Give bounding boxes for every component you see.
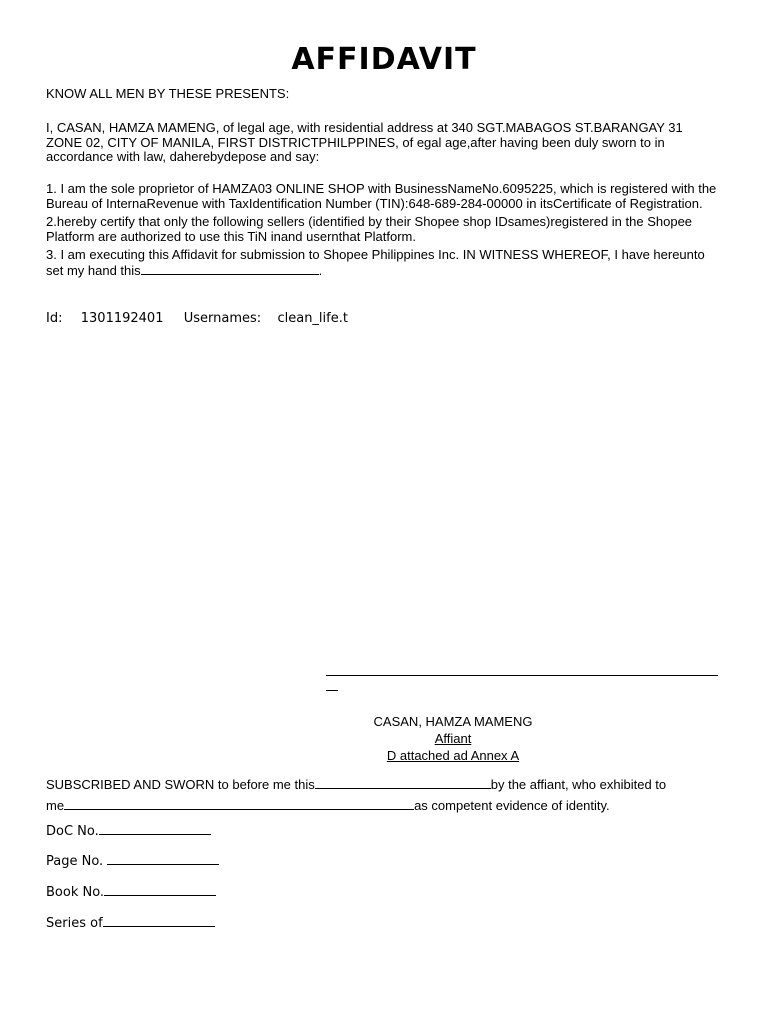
paragraph-line: Bureau of InternaRevenue with TaxIdentification Number (TIN):648-689-284-00000 in itsCertificate of Registration. <box>46 195 703 211</box>
affiant-name: CASAN, HAMZA MAMENG <box>373 714 533 729</box>
id-label: Id: <box>46 311 63 326</box>
signature-line-tail <box>326 690 338 691</box>
series-of-label: Series of <box>46 916 103 931</box>
paragraph-line: Platform are authorized to use this TiN inand usernthat Platform. <box>46 228 416 244</box>
sworn-text: SUBSCRIBED AND SWORN to before me this <box>46 777 315 792</box>
id-value: 1301192401 <box>80 311 164 326</box>
book-no-blank <box>104 883 216 896</box>
document-title: AFFIDAVIT <box>291 42 477 77</box>
doc-no-field <box>46 822 726 840</box>
book-no-label: Book No. <box>46 885 105 900</box>
identity-evidence-blank <box>64 798 414 810</box>
sworn-text: as competent evidence of identity. <box>414 798 610 813</box>
statement-3 <box>46 248 726 278</box>
book-no-field <box>46 883 726 901</box>
series-of-field <box>46 914 726 932</box>
usernames-label: Usernames: <box>183 311 262 326</box>
paragraph-text: set my hand this <box>46 262 141 278</box>
intro-text: KNOW ALL MEN BY THESE PRESENTS: <box>46 86 290 101</box>
paragraph-line: 3. I am executing this Affidavit for submission to Shopee Philippines Inc. IN WITNESS WHEREOF, I have hereunto <box>46 247 705 262</box>
statement-2 <box>46 215 726 244</box>
sworn-text: me <box>46 798 65 813</box>
date-blank-line <box>141 263 319 275</box>
usernames-value: clean_life.t <box>277 311 348 326</box>
statement-1 <box>46 182 726 211</box>
paragraph-declarant <box>46 121 726 165</box>
paragraph-line <box>46 263 726 279</box>
paragraph-line: I, CASAN, HAMZA MAMENG, of legal age, with residential address at 340 SGT.MABAGOS ST.BARANGAY 31 <box>46 120 683 135</box>
doc-no-label: DoC No. <box>46 824 99 839</box>
signature-line <box>326 675 718 676</box>
sworn-statement-line-2 <box>46 798 746 814</box>
sworn-text: by the affiant, who exhibited to <box>490 777 667 792</box>
paragraph-line: 1. I am the sole proprietor of HAMZA03 ONLINE SHOP with BusinessNameNo.6095225, which is registered with the <box>46 181 717 196</box>
affiant-label: Affiant <box>434 731 472 746</box>
page-no-blank <box>107 852 219 865</box>
paragraph-line: 2.hereby certify that only the following sellers (identified by their Shopee shop IDsames)registered in the Shopee <box>46 214 693 229</box>
sworn-statement-line-1 <box>46 777 746 793</box>
doc-no-blank <box>99 822 211 835</box>
sworn-date-blank <box>315 777 491 789</box>
page-no-label: Page No. <box>46 854 104 869</box>
series-of-blank <box>103 914 215 927</box>
paragraph-line: ZONE 02, CITY OF MANILA, FIRST DISTRICTPHILPPINES, of egal age,after having been duly sworn to in <box>46 134 665 150</box>
annex-note: D attached ad Annex A <box>386 748 520 763</box>
shop-id-row <box>46 312 726 327</box>
page-no-field <box>46 852 726 870</box>
paragraph-text: . <box>318 262 323 278</box>
paragraph-line: accordance with law, daherebydepose and say: <box>46 149 320 164</box>
